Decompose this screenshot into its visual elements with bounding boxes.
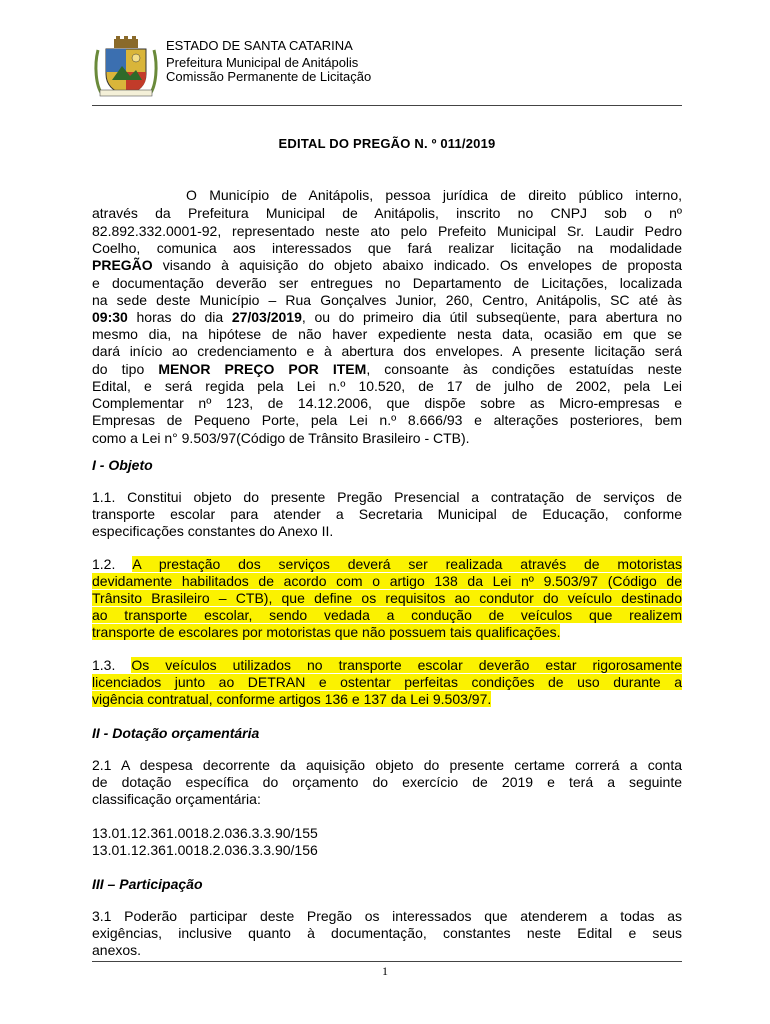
- clause-1-2-line: [92, 624, 682, 641]
- document-title: EDITAL DO PREGÃO N. º 011/2019: [278, 136, 496, 151]
- section-heading-dotacao: II - Dotação orçamentária: [92, 725, 260, 741]
- modality-bold: PREGÃO: [92, 257, 153, 273]
- highlighted-text: transporte de escolares por motoristas que não possuem tais qualificações.: [92, 624, 561, 640]
- intro-line: como a Lei n° 9.503/97(Código de Trânsito Brasileiro - CTB).: [92, 430, 470, 446]
- highlighted-text: licenciados junto ao DETRAN e ostentar perfeitas condições de uso durante a: [92, 674, 682, 690]
- time-bold: 09:30: [92, 309, 128, 325]
- highlighted-text: devidamente habilitados de acordo com o artigo 138 da Lei nº 9.503/97 (Código de: [92, 573, 682, 589]
- footer-divider: [92, 961, 682, 962]
- clause-3-1-line: exigências, inclusive quanto à documentação, constantes neste Edital e seus: [92, 925, 682, 941]
- intro-line: do tipo MENOR PREÇO POR ITEM, consoante às condições estatuídas neste: [92, 361, 682, 377]
- clause-2-1-line: 2.1 A despesa decorrente da aquisição objeto do presente certame correrá a conta: [92, 757, 682, 773]
- page-number: 1: [382, 964, 388, 978]
- clause-3-1-line: 3.1 Poderão participar deste Pregão os interessados que atenderem a todas as: [92, 908, 682, 924]
- clause-1-2-line: [92, 573, 682, 590]
- intro-line: Coelho, comunica aos interessados que fará realizar licitação na modalidade: [92, 240, 682, 256]
- intro-line: 82.892.332.0001-92, representado neste ato pelo Prefeito Municipal Sr. Laudir Pedro: [92, 223, 682, 239]
- section-heading-objeto: I - Objeto: [92, 457, 153, 473]
- clause-2-1-line: de dotação específica do orçamento do exercício de 2019 e terá a seguinte: [92, 774, 682, 790]
- header-state: ESTADO DE SANTA CATARINA: [166, 38, 353, 53]
- highlighted-text: vigência contratual, conforme artigos 136 e 137 da Lei 9.503/97.: [92, 691, 492, 707]
- clause-1-1-line: transporte escolar para atender a Secretaria Municipal de Educação, conforme: [92, 506, 682, 522]
- clause-2-1-line: classificação orçamentária:: [92, 791, 261, 807]
- clause-1-1-line: 1.1. Constitui objeto do presente Pregão Presencial a contratação de serviços de: [92, 489, 682, 505]
- clause-1-2-line: 1.2. A prestação dos serviços deverá ser realizada através de motoristas: [92, 556, 682, 572]
- intro-line: na sede deste Município – Rua Gonçalves Junior, 260, Centro, Anitápolis, SC até às: [92, 292, 682, 308]
- clause-1-1-line: especificações constantes do Anexo II.: [92, 523, 334, 539]
- intro-line: 09:30 horas do dia 27/03/2019, ou do primeiro dia útil subseqüente, para abertura no: [92, 309, 682, 325]
- intro-line: através da Prefeitura Municipal de Anitápolis, inscrito no CNPJ sob o nº: [92, 205, 682, 221]
- intro-line: Empresas de Pequeno Porte, pela Lei n.º 8.666/93 e alterações posteriores, bem: [92, 412, 682, 428]
- date-bold: 27/03/2019: [231, 309, 302, 325]
- section-heading-participacao: III – Participação: [92, 876, 203, 892]
- clause-1-3-line: 1.3. Os veículos utilizados no transporte escolar deverão estar rigorosamente: [92, 657, 682, 673]
- coat-of-arms-icon: [92, 36, 160, 98]
- intro-line: mesmo dia, na hipótese de não haver expediente nesta data, ocasião em que se: [92, 326, 682, 342]
- clause-1-3-line: [92, 674, 682, 691]
- intro-line: e documentação deverão ser entregues no Departamento de Licitações, localizada: [92, 275, 682, 291]
- highlighted-text: A prestação dos serviços deverá ser realizada através de motoristas: [132, 556, 682, 572]
- header-comissao: Comissão Permanente de Licitação: [166, 69, 372, 84]
- header-divider: [92, 105, 682, 106]
- intro-line: PREGÃO visando à aquisição do objeto abaixo indicado. Os envelopes de proposta: [92, 257, 682, 273]
- highlighted-text: Trânsito Brasileiro – CTB), que define os requisitos ao condutor do veículo destinado: [92, 590, 682, 606]
- clause-1-2-line: [92, 590, 682, 607]
- intro-line: O Município de Anitápolis, pessoa jurídica de direito público interno,: [186, 187, 682, 203]
- intro-line: dará início ao credenciamento e à abertura dos envelopes. A presente licitação será: [92, 343, 682, 359]
- clause-1-2-line: [92, 607, 682, 624]
- header-prefeitura: Prefeitura Municipal de Anitápolis: [166, 55, 359, 70]
- clause-3-1-line: anexos.: [92, 942, 142, 958]
- highlighted-text: Os veículos utilizados no transporte escolar deverão estar rigorosamente: [131, 657, 682, 673]
- type-bold: MENOR PREÇO POR ITEM: [158, 361, 367, 377]
- intro-line: Complementar nº 123, de 14.12.2006, que dispõe sobre as Micro-empresas e: [92, 395, 682, 411]
- budget-code: 13.01.12.361.0018.2.036.3.3.90/155: [92, 825, 318, 841]
- budget-code: 13.01.12.361.0018.2.036.3.3.90/156: [92, 842, 318, 858]
- clause-1-3-line: [92, 691, 682, 708]
- intro-line: Edital, e será regida pela Lei n.º 10.520, de 17 de julho de 2002, pela Lei: [92, 378, 682, 394]
- highlighted-text: ao transporte escolar, sendo vedada a condução de veículos que realizem: [92, 607, 682, 623]
